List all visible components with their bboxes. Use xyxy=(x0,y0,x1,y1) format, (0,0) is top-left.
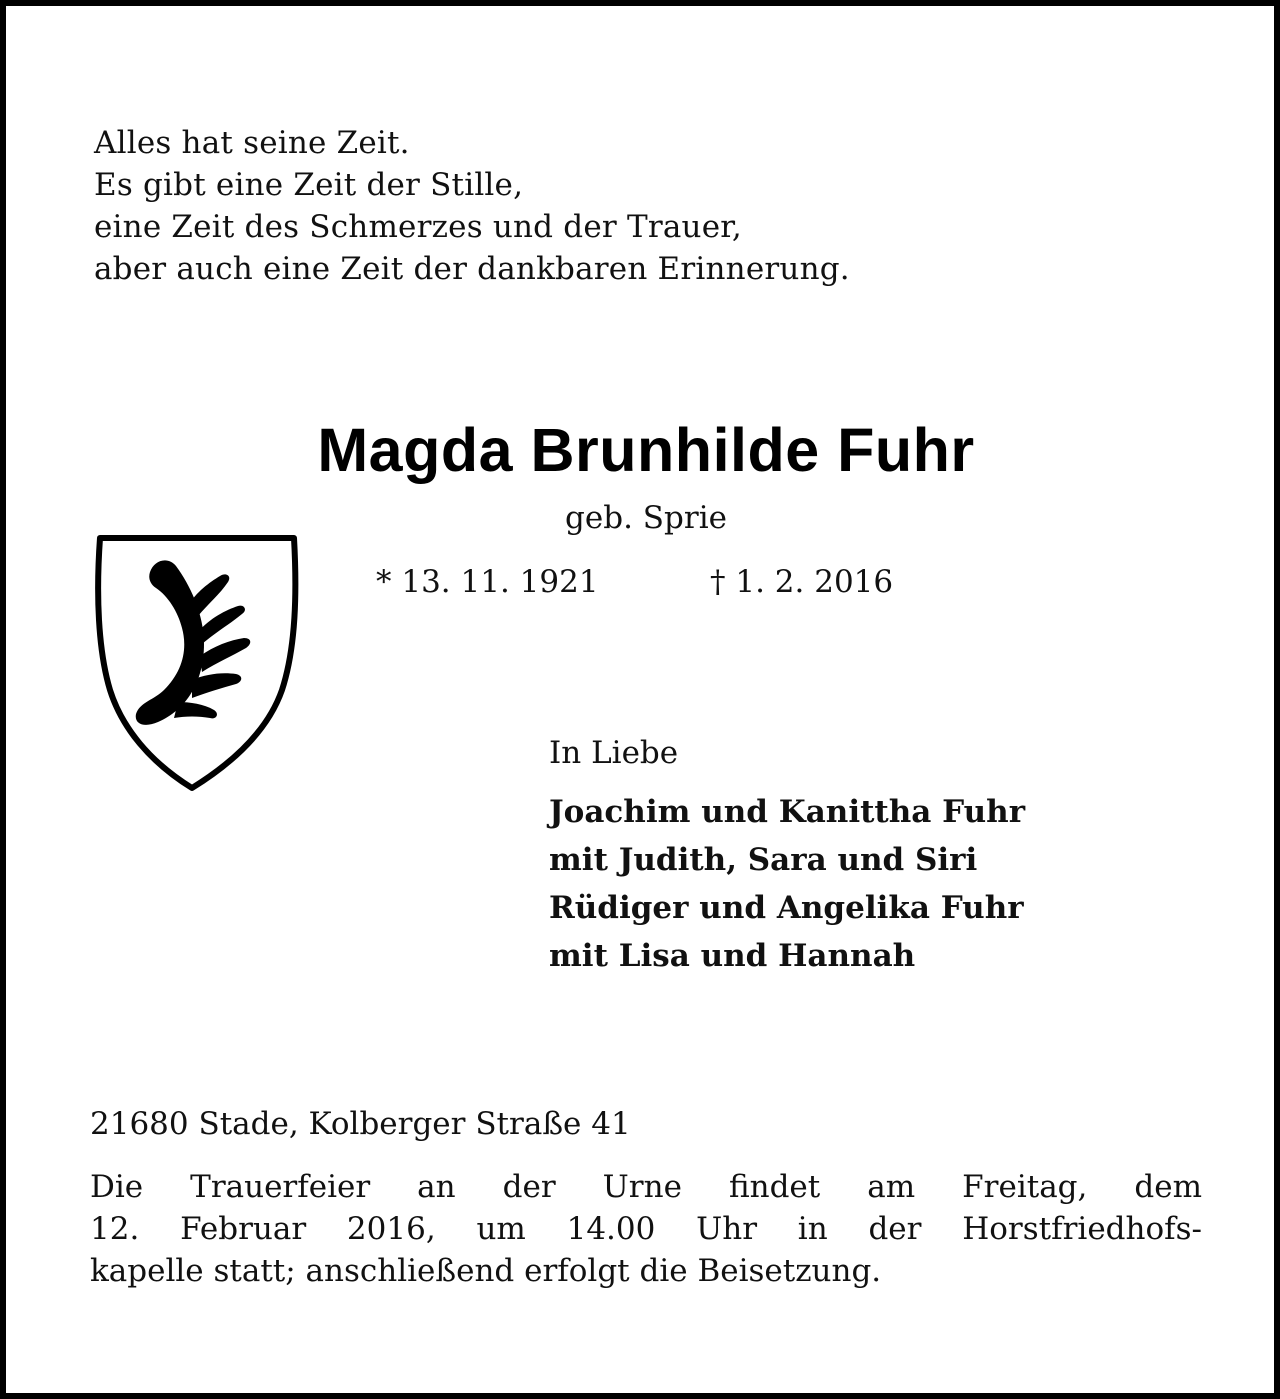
death-date: † 1. 2. 2016 xyxy=(710,564,894,600)
funeral-line: Die Trauerfeier an der Urne findet am Freitag, dem xyxy=(90,1169,1202,1205)
quote-line: Es gibt eine Zeit der Stille, xyxy=(94,167,524,203)
maiden-name: geb. Sprie xyxy=(565,500,727,536)
coat-of-arms-shield-icon xyxy=(92,532,302,794)
address: 21680 Stade, Kolberger Straße 41 xyxy=(90,1106,631,1142)
funeral-notice xyxy=(90,1166,1202,1292)
mourner-line: mit Lisa und Hannah xyxy=(549,938,916,974)
mourners-intro: In Liebe xyxy=(549,735,679,771)
birth-date: * 13. 11. 1921 xyxy=(376,564,599,600)
quote xyxy=(94,122,850,290)
mourner-line: Rüdiger und Angelika Fuhr xyxy=(549,890,1024,926)
mourners-list xyxy=(549,788,1025,980)
quote-line: eine Zeit des Schmerzes und der Trauer, xyxy=(94,209,742,245)
mourner-line: Joachim und Kanittha Fuhr xyxy=(549,794,1026,830)
mourner-line: mit Judith, Sara und Siri xyxy=(549,842,978,878)
funeral-line: 12. Februar 2016, um 14.00 Uhr in der Horstfriedhofs- xyxy=(90,1211,1202,1247)
quote-line: Alles hat seine Zeit. xyxy=(94,125,410,161)
quote-line: aber auch eine Zeit der dankbaren Erinnerung. xyxy=(94,251,850,287)
funeral-line: kapelle statt; anschließend erfolgt die Beisetzung. xyxy=(90,1253,882,1289)
deceased-name: Magda Brunhilde Fuhr xyxy=(317,416,975,484)
